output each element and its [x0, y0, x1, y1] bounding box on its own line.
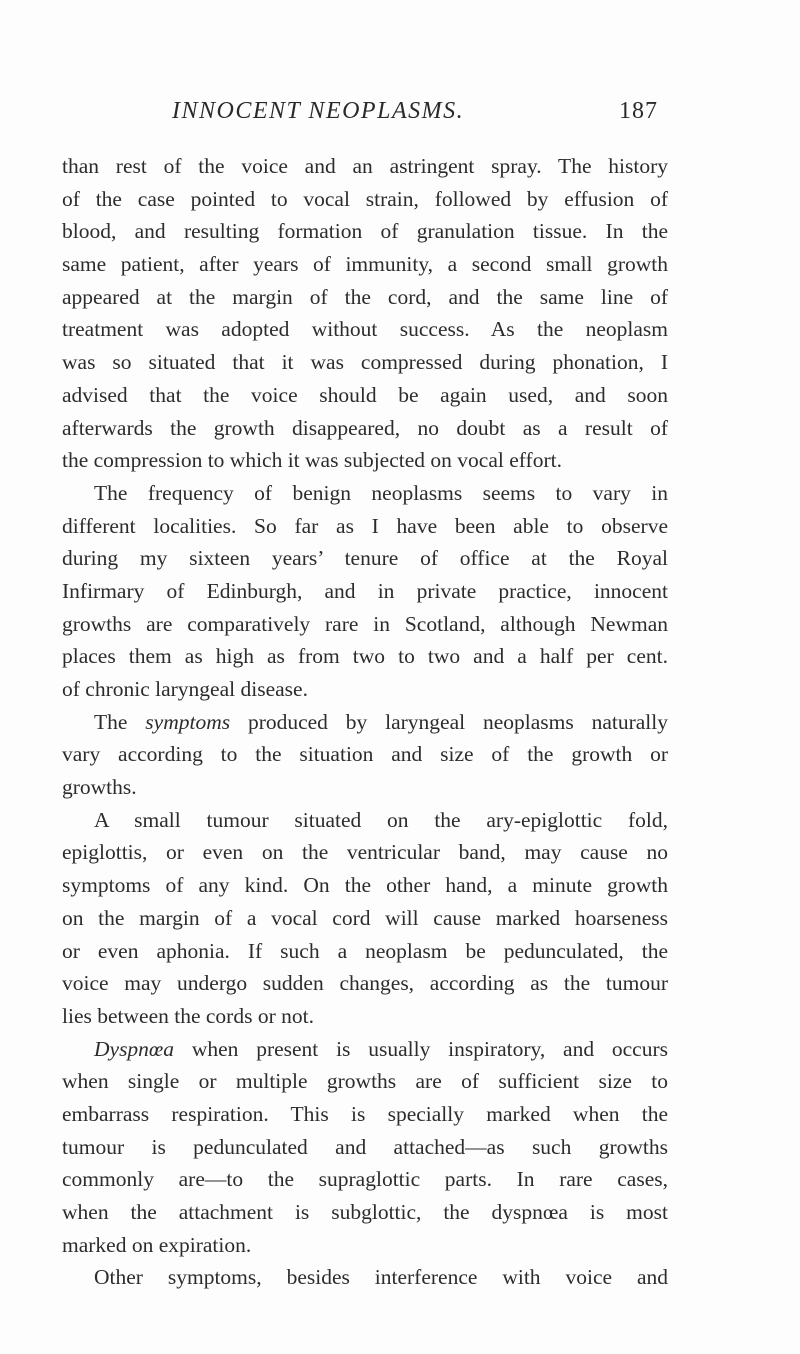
text-line: A small tumour situated on the ary-epiglottic fold,: [94, 807, 668, 832]
text-fragment: produced by laryngeal neoplasms naturally: [230, 709, 668, 734]
text-line: treatment was adopted without success. As the neoplasm: [62, 317, 668, 342]
text-line: [62, 1033, 668, 1066]
text-line: Infirmary of Edinburgh, and in private practice, innocent: [62, 578, 668, 603]
text-line: same patient, after years of immunity, a second small growth: [62, 252, 668, 277]
italic-term: symptoms: [145, 709, 231, 734]
text-line: during my sixteen years’ tenure of office at the Royal: [62, 546, 668, 571]
text-line: on the margin of a vocal cord will cause marked hoarseness: [62, 905, 668, 930]
text-line: commonly are—to the supraglottic parts. In rare cases,: [62, 1167, 668, 1192]
text-line: voice may undergo sudden changes, according as the tumour: [62, 971, 668, 996]
text-line: symptoms of any kind. On the other hand, a minute growth: [62, 873, 668, 898]
running-title: INNOCENT NEOPLASMS.: [172, 98, 465, 124]
running-head: [150, 98, 658, 138]
text-line: appeared at the margin of the cord, and the same line of: [62, 284, 668, 309]
text-line: when single or multiple growths are of sufficient size to: [62, 1069, 668, 1094]
text-line: the compression to which it was subjected on vocal effort.: [62, 448, 562, 473]
text-line: was so situated that it was compressed during phonation, I: [62, 350, 668, 375]
text-line: vary according to the situation and size of the growth or: [62, 742, 668, 767]
text-line: afterwards the growth disappeared, no doubt as a result of: [62, 415, 668, 440]
text-line: than rest of the voice and an astringent spray. The history: [62, 154, 668, 178]
text-fragment: The: [94, 709, 146, 734]
text-line: Other symptoms, besides interference with voice and: [94, 1265, 668, 1290]
text-line: or even aphonia. If such a neoplasm be pedunculated, the: [62, 938, 668, 963]
text-line: [62, 706, 668, 739]
text-line: The frequency of benign neoplasms seems to vary in: [94, 480, 668, 505]
text-line: tumour is pedunculated and attached—as such growths: [62, 1134, 668, 1159]
text-line: marked on expiration.: [62, 1232, 252, 1257]
text-line: of the case pointed to vocal strain, followed by effusion of: [62, 186, 668, 211]
body-text: [62, 150, 668, 1294]
page-number: 187: [619, 98, 658, 124]
text-line: when the attachment is subglottic, the dyspnœa is most: [62, 1200, 668, 1224]
text-line: embarrass respiration. This is specially marked when the: [62, 1101, 668, 1126]
text-line: places them as high as from two to two and a half per cent.: [62, 644, 668, 669]
text-line: different localities. So far as I have been able to observe: [62, 513, 668, 538]
italic-term: Dyspnœa: [94, 1036, 175, 1061]
text-line: of chronic laryngeal disease.: [62, 677, 308, 701]
text-line: blood, and resulting formation of granulation tissue. In the: [62, 219, 668, 244]
text-line: growths are comparatively rare in Scotland, although Newman: [62, 611, 668, 636]
text-line: epiglottis, or even on the ventricular band, may cause no: [62, 840, 668, 865]
text-line: lies between the cords or not.: [62, 1003, 314, 1028]
text-fragment: when present is usually inspiratory, and occurs: [174, 1036, 668, 1061]
text-line: advised that the voice should be again used, and soon: [62, 382, 668, 407]
text-line: growths.: [62, 775, 137, 800]
